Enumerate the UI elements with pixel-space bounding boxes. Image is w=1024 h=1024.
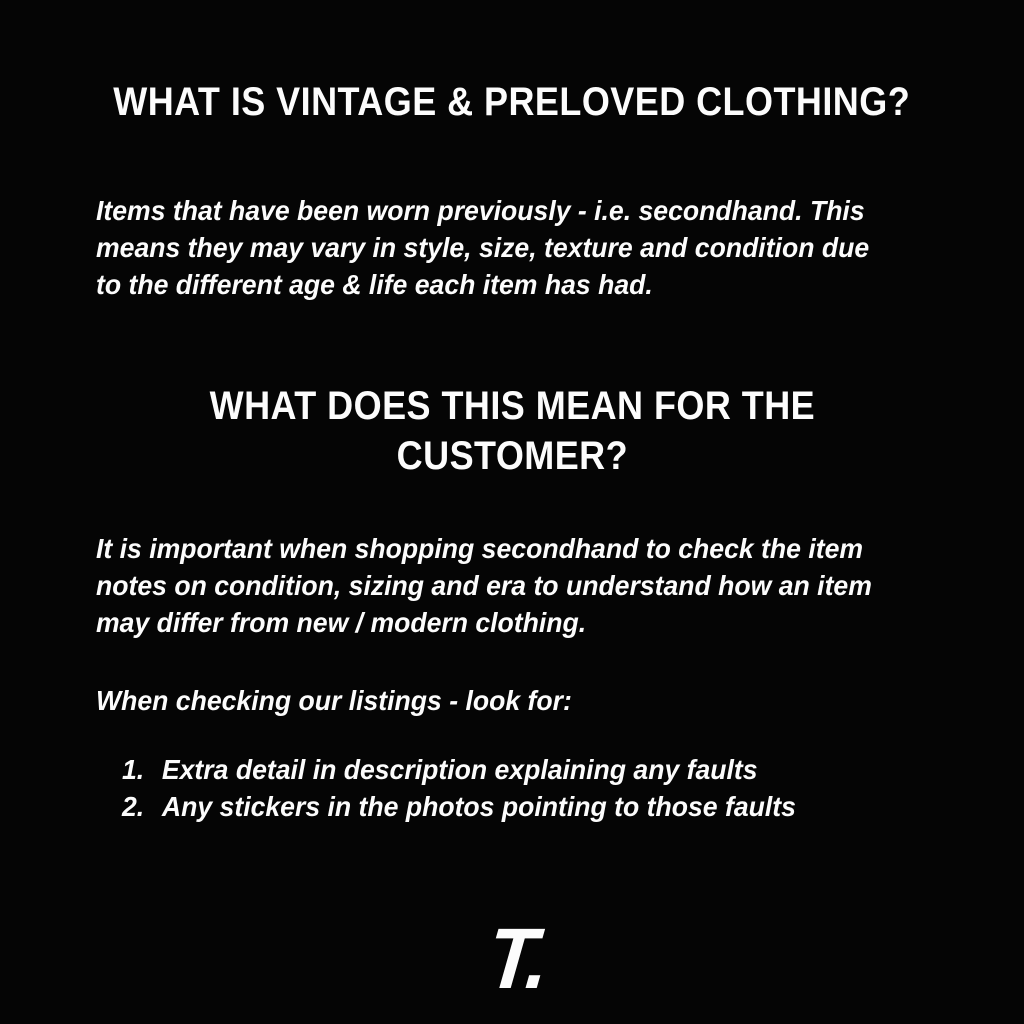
section-heading-customer-text [209, 381, 814, 481]
customer-paragraph [96, 530, 913, 641]
customer-paragraph-line: may differ from new / modern clothing. [96, 607, 587, 638]
intro-paragraph-line: Items that have been worn previously - i.e. secondhand. This [96, 195, 865, 226]
list-item-text: Any stickers in the photos pointing to those faults [161, 791, 796, 822]
listings-checklist [122, 751, 831, 825]
page-title-text: WHAT IS VINTAGE & PRELOVED CLOTHING? [113, 80, 911, 124]
section-heading-customer [0, 381, 1024, 481]
intro-paragraph-line: means they may vary in style, size, texture and condition due [96, 232, 870, 263]
intro-paragraph [96, 192, 910, 303]
intro-paragraph-line: to the different age & life each item has had. [96, 269, 653, 300]
section-heading-line: CUSTOMER? [396, 434, 628, 478]
list-item-text: Extra detail in description explaining any faults [161, 754, 758, 785]
list-item-number: 2. [122, 791, 145, 822]
section-heading-line: WHAT DOES THIS MEAN FOR THE [209, 384, 815, 428]
listings-intro-text: When checking our listings - look for: [96, 685, 572, 716]
list-item [122, 788, 796, 825]
customer-paragraph-line: notes on condition, sizing and era to understand how an item [96, 570, 872, 601]
list-item [122, 751, 796, 788]
list-item-number: 1. [122, 754, 145, 785]
listings-intro [96, 682, 597, 719]
page-title [0, 80, 1024, 125]
customer-paragraph-line: It is important when shopping secondhand to check the item [96, 533, 864, 564]
brand-logo [0, 911, 1024, 1007]
brand-logo-t-mark: T. [482, 911, 551, 1007]
